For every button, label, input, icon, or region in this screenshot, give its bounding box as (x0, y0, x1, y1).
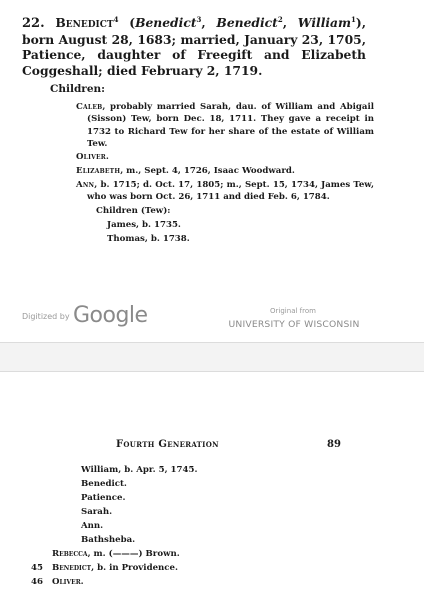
list-item-46 (31, 577, 84, 587)
page-number: 89 (327, 439, 341, 450)
grandchild-thomas: Thomas, b. 1738. (107, 234, 190, 244)
entry-number: 46 (31, 577, 43, 587)
separator: , (201, 15, 217, 31)
list-item-rebecca (52, 549, 180, 559)
child-name: Oliver. (76, 152, 110, 162)
list-item: William, b. Apr. 5, 1745. (81, 465, 198, 475)
father-generation: 3 (196, 15, 202, 24)
child-name: Rebecca (52, 549, 88, 559)
great-grandfather-generation: 1 (351, 15, 356, 24)
page-separator (0, 342, 424, 372)
entry-paren: ( (118, 15, 136, 31)
grandchild-james: James, b. 1735. (107, 220, 181, 230)
google-logo: Google (73, 303, 148, 328)
list-item: Patience. (81, 493, 126, 503)
list-item: Bathsheba. (81, 535, 136, 545)
genealogy-entry-22 (22, 12, 366, 78)
list-item: Ann. (81, 521, 104, 531)
list-item: Sarah. (81, 507, 113, 517)
generation-superscript: 4 (113, 15, 119, 24)
university-label: UNIVERSITY OF WISCONSIN (228, 319, 360, 330)
child-ann (76, 179, 374, 204)
child-name: Caleb (76, 102, 103, 112)
list-item-45 (31, 563, 178, 573)
children-label: Children: (50, 83, 106, 95)
separator: , (282, 15, 298, 31)
entry-number: 45 (31, 563, 43, 573)
child-details: , b. 1715; d. Oct. 17, 1805; m., Sept. 15, 1734, James Tew, who was born Oct. 26, 1711 and died Feb. 6, 1784. (87, 180, 374, 203)
entry-details: ), born August 28, 1683; married, January 23, 1705, Patience, daughter of Freegift and Elizabeth Coggeshall; died February 2, 1719. (22, 15, 367, 78)
child-details: , probably married Sarah, dau. of William and Abigail (Sisson) Tew, born Dec. 18, 1711. They gave a receipt in 1732 to Richard Tew for her share of the estate of William Tew. (87, 102, 374, 150)
child-details: , m., Sept. 4, 1726, Isaac Woodward. (120, 166, 295, 176)
original-from-label: Original from (270, 307, 316, 315)
father-name: Benedict (135, 15, 197, 31)
grandfather-name: Benedict (216, 15, 278, 31)
child-name: Ann (76, 180, 95, 190)
running-head: Fourth Generation (116, 439, 219, 450)
entry-name: Benedict (55, 15, 114, 31)
child-oliver (76, 151, 109, 163)
child-name: Oliver. (51, 577, 84, 587)
child-name: Elizabeth (76, 166, 121, 176)
child-caleb (76, 101, 374, 151)
child-details: , b. in Providence. (91, 563, 178, 573)
digitized-by-label: Digitized by (22, 312, 70, 321)
great-grandfather-name: William (297, 15, 352, 31)
child-details: , m. (———) Brown. (87, 549, 180, 559)
grandfather-generation: 2 (277, 15, 283, 24)
grandchildren-label: Children (Tew): (96, 206, 171, 216)
child-elizabeth (76, 165, 295, 177)
scanned-page-bottom (0, 372, 424, 594)
list-item: Benedict. (81, 479, 127, 489)
entry-number: 22. (22, 16, 45, 32)
child-name: Benedict (51, 563, 92, 573)
